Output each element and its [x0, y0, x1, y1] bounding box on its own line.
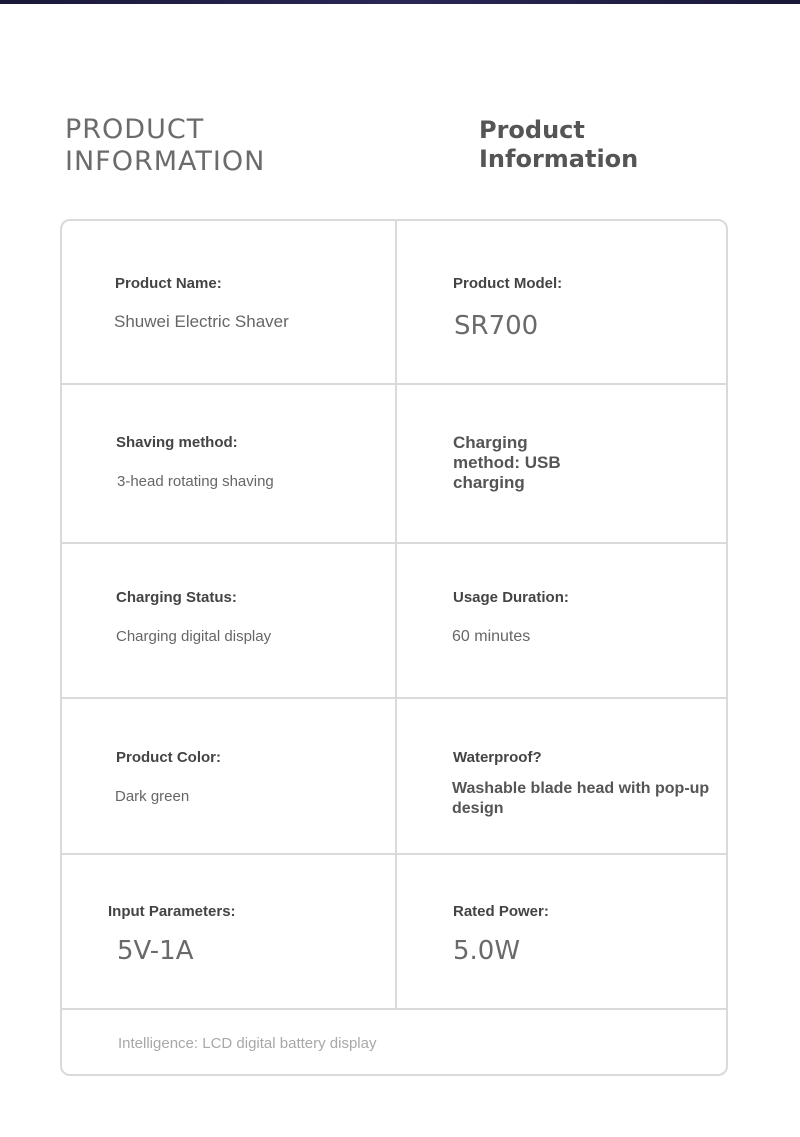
section-subtitle-line-2: Information: [479, 145, 639, 173]
waterproof-value: Washable blade head with pop-up design: [452, 780, 710, 817]
intelligence-note: Intelligence: LCD digital battery display: [118, 1035, 377, 1052]
usage-duration-label: Usage Duration:: [453, 589, 569, 606]
column-divider: [395, 221, 397, 1010]
product-color-value: Dark green: [115, 788, 190, 805]
product-model-value: SR700: [454, 311, 539, 341]
section-title-line-1: PRODUCT: [65, 114, 205, 145]
row-divider: [62, 853, 726, 855]
spec-table: [60, 219, 728, 1076]
shaving-method-value: 3-head rotating shaving: [117, 473, 274, 490]
input-parameters-label: Input Parameters:: [108, 903, 236, 920]
section-title-titlecase: [479, 116, 638, 174]
top-accent-bar: [0, 0, 800, 4]
product-name-label: Product Name:: [115, 275, 222, 292]
input-parameters-value: 5V-1A: [117, 936, 194, 966]
row-divider: [62, 1008, 726, 1010]
section-subtitle-line-1: Product: [479, 116, 585, 144]
product-name-value: Shuwei Electric Shaver: [114, 312, 289, 331]
section-title-uppercase: [65, 114, 265, 178]
row-divider: [62, 542, 726, 544]
charging-status-value: Charging digital display: [116, 628, 272, 645]
charging-status-label: Charging Status:: [116, 589, 237, 606]
rated-power-value: 5.0W: [453, 936, 521, 966]
product-model-label: Product Model:: [453, 275, 563, 292]
waterproof-label: Waterproof?: [453, 749, 542, 766]
product-color-label: Product Color:: [116, 749, 221, 766]
row-divider: [62, 383, 726, 385]
shaving-method-label: Shaving method:: [116, 434, 238, 451]
section-title-line-2: INFORMATION: [65, 146, 266, 177]
charging-method-value: Charging method: USB charging: [453, 433, 561, 492]
row-divider: [62, 697, 726, 699]
rated-power-label: Rated Power:: [453, 903, 549, 920]
usage-duration-value: 60 minutes: [452, 628, 531, 645]
